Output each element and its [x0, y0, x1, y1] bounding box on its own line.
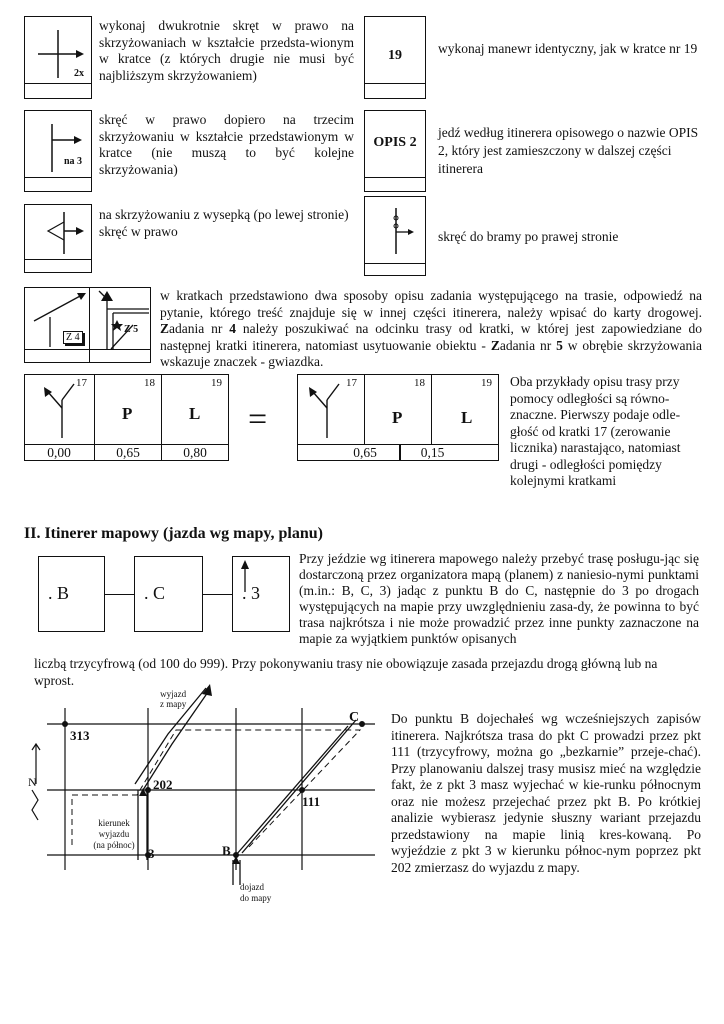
instruction-text-opis2: jedź według itinerera opisowego o nazwie OPIS 2, który jest zamieszczony w dalszej części itinerera	[438, 125, 699, 176]
equals-sign: =	[248, 401, 268, 438]
island-right-turn-icon	[24, 204, 92, 260]
map-point-202: 202	[153, 777, 173, 792]
box-label-opis2: OPIS 2	[373, 135, 417, 150]
section2-para1-cont: liczbą trzycyfrową (od 100 do 999). Przy pokonywaniu trasy nie obowiązuje zasada przejazdu drogą główną lub na wprost.	[34, 656, 658, 688]
cell-number: 19	[211, 377, 222, 389]
tasks-text: 4	[229, 321, 236, 336]
tasks-text: należy poszukiwać na odcinku trasy od kratki, w której jest zapowiedziane do następnej kratki itinerera, natomiast usytuowanie obiektu -	[160, 321, 702, 353]
map-exit-line: z mapy	[160, 699, 187, 709]
instruction-text-19: wykonaj manewr identyczny, jak w kratce nr 19	[438, 41, 698, 56]
distance-value: 0,80	[183, 445, 207, 460]
cell-number: 18	[414, 377, 425, 389]
cell-number: 19	[481, 377, 492, 389]
itinerary-box-strip	[364, 83, 426, 99]
map-box-label-3: . 3	[242, 583, 260, 603]
section2-para2: Do punktu B dojechałeś wg wcześniejszych zapisów itinerera. Najkrótsza trasa do pkt C prowadzi przez pkt 111 (trzycyfrowy, można go „bezkarnie” przeje-chać). Przy planowaniu dalszej trasy musisz mieć na względzie fakt, że z pkt 3 masz wyjechać w kie-runku północnym oraz nie możesz przejechać przez pkt B. Po krótkiej analizie wybierasz jedynie słuszny wariant przejazdu przedstawiony na mapie linią kres-kowaną. Po wyjeździe z pkt 3 w kierunku północ-nym poprzez pkt 202 zmierzasz do wyjazdu z mapy.	[391, 711, 701, 875]
box-label-2x: 2x	[74, 68, 84, 79]
map-direction-line: kierunek	[98, 818, 130, 828]
cell-letter-p: P	[122, 404, 133, 423]
tasks-text: 5	[556, 337, 563, 353]
itinerary-box-strip	[364, 263, 426, 276]
map-box-label-b: . B	[48, 583, 70, 603]
tasks-text: Z	[160, 321, 170, 336]
tasks-text: adania nr	[499, 337, 557, 353]
cell-letter-p: P	[392, 408, 403, 427]
map-exit-line: wyjazd	[160, 689, 187, 699]
third-right-turn-icon	[24, 110, 92, 178]
distance-value: 0,65	[353, 445, 377, 460]
map-point-111: 111	[302, 794, 321, 809]
itinerary-box-strip	[24, 349, 90, 363]
map-north-label: N	[28, 775, 37, 789]
distance-value: 0,15	[420, 445, 445, 460]
north-arrow-icon	[232, 556, 290, 632]
map-exit-label	[160, 689, 186, 709]
cell-number: 17	[76, 377, 87, 389]
cell-number: 17	[346, 377, 357, 389]
map-box-link	[203, 594, 232, 595]
itinerary-box-strip	[24, 259, 92, 273]
map-direction-line: wyjazdu	[98, 829, 130, 839]
section-heading: II. Itinerer mapowy (jazda wg mapy, planu)	[24, 525, 323, 542]
left-turn-icon	[24, 374, 95, 445]
instruction-text-gate: skręć do bramy po prawej stronie	[438, 229, 619, 244]
itinerary-box-strip	[364, 177, 426, 192]
instruction-text-island: na skrzyżowaniu z wysepką (po lewej stronie) skręć w prawo	[99, 207, 349, 239]
cell-letter-l: L	[461, 408, 473, 427]
tasks-text: w obrębie skrzyżowania wskazuje znaczek - gwiazdka.	[160, 337, 702, 369]
map-point-3: 3	[148, 846, 155, 861]
distance-value: 0,00	[47, 445, 71, 460]
distance-value: 0,65	[116, 445, 140, 460]
box-label-na3: na 3	[64, 156, 83, 167]
tasks-text: adania nr	[169, 321, 230, 336]
tasks-description	[160, 288, 702, 371]
gate-right-icon	[364, 196, 426, 264]
itinerary-box-strip	[89, 349, 151, 363]
map-box-label-c: . C	[144, 583, 166, 603]
tasks-text: w kratkach przedstawiono dwa sposoby opisu zadania występującego na trasie, odpowiedź na pytanie, którego treść znajduje się w innej części itinerera, należy wpisać do karty drogowej.	[160, 288, 702, 320]
cell-number: 18	[144, 377, 155, 389]
map-entry-label	[240, 882, 271, 904]
task-z5-label: Z 5	[124, 324, 139, 335]
map-point-c: C	[349, 710, 360, 725]
map-direction-label	[84, 818, 144, 851]
map-direction-line: (na północ)	[93, 840, 135, 850]
instruction-text-2x: wykonaj dwukrotnie skręt w prawo na skrzyżowaniach w kształcie przedsta-wionym w kratce (z których drugie nie musi być najbliższym skrzyżowaniem)	[99, 18, 354, 83]
task-z5-route-icon	[89, 287, 151, 350]
map-point-313: 313	[70, 728, 90, 743]
tasks-text: Z	[490, 337, 500, 353]
itinerary-box-strip	[24, 177, 92, 192]
section2-para1: Przy jeździe wg itinerera mapowego należy przebyć trasę posługu-jąc się dostarczoną przez organizatora mapą (planem) z naniesio-nymi punktami (m.in.: B, C, 3) jadąc z punktu B do C, następnie do 3 po drogach występujących na mapie przy uwzględnieniu zasa-dy, że powinna to być trasa najkrótsza i nie może prowadzić przez inne punkty zaznaczone na mapie za wyjątkiem punktów opisanych	[299, 551, 699, 646]
map-point-b: B	[222, 843, 231, 858]
box-label-19: 19	[388, 48, 402, 63]
map-box-link	[105, 594, 134, 595]
itinerary-box-strip	[24, 83, 92, 99]
left-turn-icon	[297, 374, 365, 445]
task-z4-label: Z 4	[63, 331, 83, 344]
example-note: Oba przykłady opisu trasy przy pomocy odległości są równo-znaczne. Pierwszy podaje odle-głość od kratki 17 (zerowanie licznika) narastająco, natomiast drugi - odległości pomiędzy kolejnymi kratkami	[510, 374, 681, 488]
cell-letter-l: L	[189, 404, 201, 423]
map-entry-line: do mapy	[240, 893, 272, 903]
route-map	[0, 680, 390, 910]
map-entry-line: dojazd	[240, 882, 264, 892]
instruction-text-na3: skręć w prawo dopiero na trzecim skrzyżowaniu w kształcie przedstawionym w kratce (nie muszą to być kolejne skrzyżowania)	[99, 112, 354, 177]
